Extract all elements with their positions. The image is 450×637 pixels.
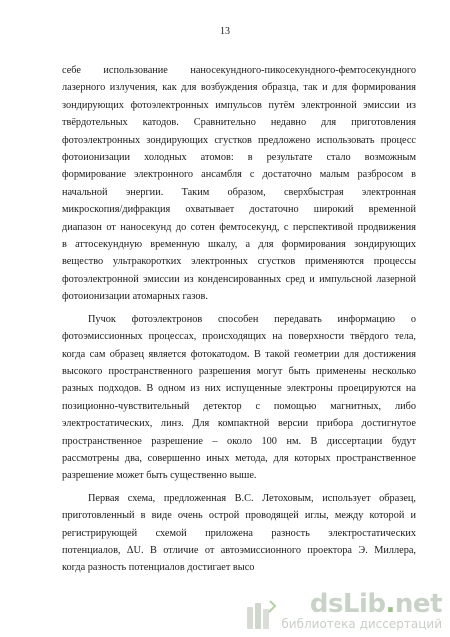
- text-line: позиционно-чувствительный детектор с помощью магнитных, либо: [62, 400, 416, 412]
- text-line: в аттосекундную временную шкалу, а для формирования зондирующих: [62, 239, 416, 251]
- text-line: диапазон от наносекунд до сотен фемтосекунд, с перспективой продвижения: [62, 221, 416, 233]
- body-text: [62, 62, 416, 577]
- text-line: вещество ультракоротких электронных сгустков применяются процессы: [62, 256, 416, 268]
- text-line: себе использование наносекундного-пикосекундного-фемтосекундного: [62, 65, 416, 76]
- watermark-subtitle: библиотека диссертаций: [281, 617, 442, 631]
- paragraph: [62, 490, 416, 577]
- watermark-brand: dsLib.net: [309, 589, 442, 619]
- text-line: регистрирующей схемой приложена разность электростатических: [62, 527, 416, 539]
- text-line: твёрдотельных катодов. Сравнительно недавно для приготовления: [62, 117, 416, 129]
- paragraph: [62, 311, 416, 485]
- text-line: электростатических, линз. Для компактной версии прибора достигнутое: [62, 418, 416, 430]
- text-line: высокого пространственного разрешения могут быть применены несколько: [62, 365, 416, 377]
- text-line: Пучок фотоэлектронов способен передавать информацию о: [88, 313, 416, 325]
- text-line: лазерного излучения, как для возбуждения образца, так и для формирования: [62, 82, 416, 94]
- text-line: разных подходов. В одном из них испущенные электроны проецируются на: [62, 383, 416, 395]
- text-line: когда сам образец является фотокатодом. В такой геометрии для достижения: [62, 348, 416, 360]
- text-line: зондирующих фотоэлектронных импульсов путём электронной эмиссии из: [62, 99, 416, 111]
- text-line: фотоионизации атомарных газов.: [62, 291, 208, 303]
- text-line: приготовленный в виде очень острой проводящей иглы, между которой и: [62, 510, 416, 522]
- text-line: Первая схема, предложенная В.С. Летоховым, использует образец,: [88, 492, 416, 504]
- text-line: потенциалов, ΔU. В отличие от автоэмиссионного проектора Э. Миллера,: [62, 544, 416, 556]
- text-line: фотоэлектронной эмиссии из конденсированных сред и импульсной лазерной: [62, 273, 416, 285]
- text-line: фотоэмиссионных процессах, происходящих на поверхности твёрдого тела,: [62, 331, 416, 343]
- text-line: рассмотрены два, совершенно иных метода, для которых пространственное: [62, 452, 416, 464]
- text-line: фотоэлектронных зондирующих сгустков предложено использовать процесс: [62, 134, 416, 146]
- watermark-logo-icon: [243, 597, 277, 631]
- paragraph: [62, 62, 416, 306]
- text-line: формирование электронного ансамбля с достаточно малым разбросом в: [62, 169, 416, 181]
- text-line: разрешение может быть существенно выше.: [62, 470, 257, 482]
- page-number: 13: [220, 26, 230, 37]
- text-line: фотоионизации холодных атомов: в результате стало возможным: [62, 152, 416, 164]
- watermark: [243, 591, 442, 631]
- text-line: начальной энергии. Таким образом, сверхбыстрая электронная: [62, 186, 416, 198]
- text-line: микроскопия/дифракция охватывает достаточно широкий временной: [62, 204, 416, 216]
- text-line: пространственное разрешение – около 100 нм. В диссертации будут: [62, 435, 416, 447]
- text-line: когда разность потенциалов достигает высо: [62, 562, 255, 574]
